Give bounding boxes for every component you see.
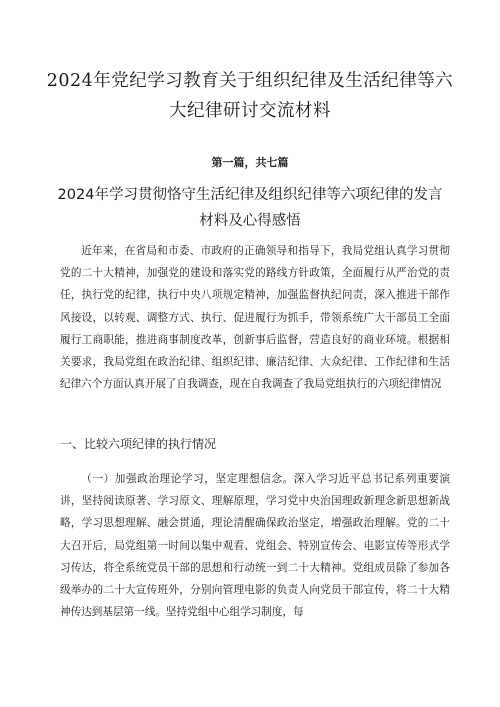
document-title: 2024年党纪学习教育关于组织纪律及生活纪律等六大纪律研讨交流材料	[46, 71, 454, 121]
part-label: 第一篇，共七篇	[211, 156, 289, 169]
article-subtitle: 2024年学习贯彻恪守生活纪律及组织纪律等六项纪律的发言材料及心得感悟	[57, 187, 443, 229]
section-paragraph: （一）加强政治理论学习，坚定理想信念。深入学习近平总书记系列重要演讲，坚持阅读原著、学习原文、理解原理，学习党中央治国理政新理念新思想新战略，学习思想理解、融会贯通，理论清醒确保政治坚定，增强政治理解。党的二十大召开后，局党组第一时间以集中观看、党组会、特别宣传会、电影宣传等形式学习传达，将全系统党员干部的思想和行动统一到二十大精神。党组成员除了参加各级举办的二十大宣传班外，分别向管理电影的负责人向党员干部宣传，将二十大精神传达到基层第一线。坚持党组中心组学习制度，每	[60, 473, 450, 619]
intro-paragraph: 近年来，在省局和市委、市政府的正确领导和指导下，我局党组认真学习贯彻党的二十大精神，加强党的建设和落实党的路线方针政策，全面履行从严治党的责任，执行党的纪律，执行中央八项规定精神，加强监督执纪问责，深入推进干部作风接设，以转观、调整方式、执行、促进履行为抓手，带领系统广大干部员工全面履行工商职能，推进商事制度改革，创新事后监督，营造良好的商业环境。根据相关要求，我局党组在政治纪律、组织纪律、廉洁纪律、大众纪律、工作纪律和生活纪律六个方面认真开展了自我调查，现在自我调查了我局党组执行的六项纪律情况	[60, 245, 450, 391]
section-heading: 一、比较六项纪律的执行情况	[60, 437, 217, 451]
